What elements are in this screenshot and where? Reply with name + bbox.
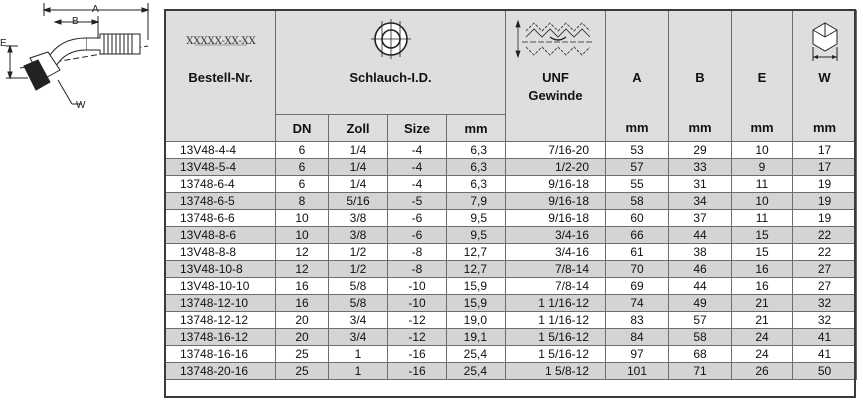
cell-a: 53 <box>606 142 669 159</box>
table-row <box>166 176 857 193</box>
col-e <box>732 11 793 115</box>
a-label: A <box>632 70 642 85</box>
cell-w: 50 <box>793 363 857 380</box>
cell-dn: 6 <box>276 142 329 159</box>
cell-zoll: 1/4 <box>329 142 388 159</box>
table-row <box>166 363 857 380</box>
cell-bestell-nr: 13V48-10-8 <box>166 261 276 278</box>
cell-mm: 9,5 <box>447 210 506 227</box>
cell-a: 97 <box>606 346 669 363</box>
cell-zoll: 1 <box>329 346 388 363</box>
table-row <box>166 295 857 312</box>
cell-a: 57 <box>606 159 669 176</box>
cell-bestell-nr: 13748-6-4 <box>166 176 276 193</box>
dim-w-label: W <box>76 100 86 111</box>
table-row <box>166 159 857 176</box>
cell-e: 15 <box>732 227 793 244</box>
cell-e: 24 <box>732 329 793 346</box>
cell-size: -4 <box>388 176 447 193</box>
cell-mm: 15,9 <box>447 295 506 312</box>
unf-label: UNF <box>542 70 569 85</box>
cell-a: 101 <box>606 363 669 380</box>
cell-bestell-nr: 13748-6-5 <box>166 193 276 210</box>
unit-w: mm <box>793 115 857 142</box>
cell-dn: 6 <box>276 159 329 176</box>
cell-zoll: 3/4 <box>329 312 388 329</box>
unit-bestell-nr <box>166 115 276 142</box>
cell-b: 44 <box>669 227 732 244</box>
table-body <box>166 142 857 380</box>
cell-size: -5 <box>388 193 447 210</box>
cell-mm: 25,4 <box>447 363 506 380</box>
cell-w: 19 <box>793 210 857 227</box>
cell-mm: 19,0 <box>447 312 506 329</box>
cell-b: 44 <box>669 278 732 295</box>
fitting-drawing <box>0 0 160 130</box>
b-label: B <box>695 70 705 85</box>
col-w <box>793 11 857 115</box>
cell-unf: 7/8-14 <box>506 278 606 295</box>
cell-unf: 9/16-18 <box>506 210 606 227</box>
unit-dn: DN <box>276 115 329 142</box>
cell-size: -16 <box>388 363 447 380</box>
dim-b-label: B <box>72 16 79 27</box>
cell-dn: 8 <box>276 193 329 210</box>
cell-bestell-nr: 13748-12-12 <box>166 312 276 329</box>
cell-dn: 6 <box>276 176 329 193</box>
cell-mm: 25,4 <box>447 346 506 363</box>
cell-e: 11 <box>732 176 793 193</box>
dim-a-label: A <box>92 4 99 15</box>
cell-b: 29 <box>669 142 732 159</box>
col-b <box>669 11 732 115</box>
cell-b: 49 <box>669 295 732 312</box>
cell-zoll: 5/8 <box>329 278 388 295</box>
cell-mm: 7,9 <box>447 193 506 210</box>
col-unf-gewinde <box>506 11 606 115</box>
cell-b: 57 <box>669 312 732 329</box>
cell-mm: 6,3 <box>447 159 506 176</box>
table-row <box>166 278 857 295</box>
cell-size: -12 <box>388 312 447 329</box>
cell-w: 17 <box>793 159 857 176</box>
cell-mm: 6,3 <box>447 142 506 159</box>
hose-id-icon <box>369 17 413 61</box>
cell-a: 58 <box>606 193 669 210</box>
cell-bestell-nr: 13V48-5-4 <box>166 159 276 176</box>
cell-bestell-nr: 13748-16-12 <box>166 329 276 346</box>
cell-size: -8 <box>388 244 447 261</box>
gewinde-label: Gewinde <box>528 88 583 103</box>
cell-unf: 1 1/16-12 <box>506 295 606 312</box>
cell-bestell-nr: 13748-12-10 <box>166 295 276 312</box>
unit-b: mm <box>669 115 732 142</box>
cell-size: -6 <box>388 210 447 227</box>
cell-w: 19 <box>793 176 857 193</box>
cell-zoll: 5/16 <box>329 193 388 210</box>
cell-e: 10 <box>732 193 793 210</box>
cell-w: 22 <box>793 227 857 244</box>
table-row <box>166 346 857 363</box>
cell-w: 32 <box>793 312 857 329</box>
cell-b: 38 <box>669 244 732 261</box>
cell-size: -8 <box>388 261 447 278</box>
cell-unf: 1 1/16-12 <box>506 312 606 329</box>
cell-e: 21 <box>732 295 793 312</box>
cell-bestell-nr: 13V48-8-6 <box>166 227 276 244</box>
cell-e: 21 <box>732 312 793 329</box>
cell-e: 9 <box>732 159 793 176</box>
cell-dn: 25 <box>276 363 329 380</box>
cell-bestell-nr: 13748-16-16 <box>166 346 276 363</box>
bestell-nr-label: Bestell-Nr. <box>188 70 253 85</box>
col-a <box>606 11 669 115</box>
cell-b: 31 <box>669 176 732 193</box>
col-schlauch-id <box>276 11 506 115</box>
cell-size: -6 <box>388 227 447 244</box>
cell-bestell-nr: 13748-20-16 <box>166 363 276 380</box>
cell-w: 27 <box>793 261 857 278</box>
cell-mm: 12,7 <box>447 261 506 278</box>
cell-size: -12 <box>388 329 447 346</box>
cell-e: 16 <box>732 278 793 295</box>
cell-mm: 6,3 <box>447 176 506 193</box>
cell-a: 70 <box>606 261 669 278</box>
cell-e: 11 <box>732 210 793 227</box>
cell-zoll: 1/2 <box>329 244 388 261</box>
dim-e-label: E <box>0 38 7 49</box>
w-label: W <box>818 70 831 85</box>
cell-a: 61 <box>606 244 669 261</box>
table-row <box>166 244 857 261</box>
cell-zoll: 1 <box>329 363 388 380</box>
units-row <box>166 115 857 142</box>
cell-size: -10 <box>388 278 447 295</box>
cell-e: 16 <box>732 261 793 278</box>
cell-dn: 12 <box>276 261 329 278</box>
schlauch-id-label: Schlauch-I.D. <box>349 70 432 85</box>
unit-e: mm <box>732 115 793 142</box>
unit-a: mm <box>606 115 669 142</box>
table-row <box>166 142 857 159</box>
cell-b: 33 <box>669 159 732 176</box>
svg-text:XXXXX-XX-XX: XXXXX-XX-XX <box>185 36 256 47</box>
cell-w: 32 <box>793 295 857 312</box>
cell-bestell-nr: 13V48-4-4 <box>166 142 276 159</box>
cell-a: 83 <box>606 312 669 329</box>
cell-bestell-nr: 13748-6-6 <box>166 210 276 227</box>
cell-mm: 9,5 <box>447 227 506 244</box>
cell-w: 41 <box>793 329 857 346</box>
cell-size: -10 <box>388 295 447 312</box>
cell-dn: 20 <box>276 329 329 346</box>
cell-a: 60 <box>606 210 669 227</box>
cell-mm: 12,7 <box>447 244 506 261</box>
cell-mm: 15,9 <box>447 278 506 295</box>
hex-nut-icon <box>808 19 842 63</box>
cell-unf: 1/2-20 <box>506 159 606 176</box>
cell-dn: 10 <box>276 210 329 227</box>
cell-dn: 16 <box>276 278 329 295</box>
cell-e: 24 <box>732 346 793 363</box>
cell-unf: 9/16-18 <box>506 176 606 193</box>
table-row <box>166 227 857 244</box>
cell-w: 41 <box>793 346 857 363</box>
cell-b: 58 <box>669 329 732 346</box>
cell-b: 37 <box>669 210 732 227</box>
cell-e: 15 <box>732 244 793 261</box>
col-bestell-nr <box>166 11 276 115</box>
table-row <box>166 210 857 227</box>
cell-dn: 12 <box>276 244 329 261</box>
cell-unf: 3/4-16 <box>506 227 606 244</box>
cell-bestell-nr: 13V48-8-8 <box>166 244 276 261</box>
table-row <box>166 193 857 210</box>
cell-unf: 7/8-14 <box>506 261 606 278</box>
cell-unf: 1 5/16-12 <box>506 346 606 363</box>
cell-dn: 10 <box>276 227 329 244</box>
unit-unf <box>506 115 606 142</box>
cell-zoll: 3/8 <box>329 210 388 227</box>
cell-zoll: 3/8 <box>329 227 388 244</box>
cell-unf: 7/16-20 <box>506 142 606 159</box>
cell-a: 74 <box>606 295 669 312</box>
thread-icon <box>514 17 598 61</box>
cell-mm: 19,1 <box>447 329 506 346</box>
table-row <box>166 329 857 346</box>
e-label: E <box>757 70 767 85</box>
cell-zoll: 1/4 <box>329 176 388 193</box>
cell-a: 66 <box>606 227 669 244</box>
cell-b: 71 <box>669 363 732 380</box>
cell-b: 34 <box>669 193 732 210</box>
cell-b: 46 <box>669 261 732 278</box>
cell-unf: 1 5/8-12 <box>506 363 606 380</box>
cell-size: -4 <box>388 159 447 176</box>
header-row <box>166 11 857 115</box>
cell-b: 68 <box>669 346 732 363</box>
cell-e: 26 <box>732 363 793 380</box>
cell-zoll: 1/4 <box>329 159 388 176</box>
part-code-icon <box>185 31 256 49</box>
cell-size: -4 <box>388 142 447 159</box>
unit-mm-id: mm <box>447 115 506 142</box>
cell-a: 55 <box>606 176 669 193</box>
cell-zoll: 5/8 <box>329 295 388 312</box>
cell-dn: 25 <box>276 346 329 363</box>
cell-unf: 9/16-18 <box>506 193 606 210</box>
cell-unf: 1 5/16-12 <box>506 329 606 346</box>
table-row <box>166 261 857 278</box>
unit-zoll: Zoll <box>329 115 388 142</box>
cell-zoll: 3/4 <box>329 329 388 346</box>
cell-w: 17 <box>793 142 857 159</box>
cell-size: -16 <box>388 346 447 363</box>
cell-unf: 3/4-16 <box>506 244 606 261</box>
cell-a: 69 <box>606 278 669 295</box>
cell-w: 19 <box>793 193 857 210</box>
cell-w: 22 <box>793 244 857 261</box>
cell-zoll: 1/2 <box>329 261 388 278</box>
cell-w: 27 <box>793 278 857 295</box>
unit-size: Size <box>388 115 447 142</box>
cell-dn: 16 <box>276 295 329 312</box>
cell-a: 84 <box>606 329 669 346</box>
cell-e: 10 <box>732 142 793 159</box>
table-row <box>166 312 857 329</box>
cell-dn: 20 <box>276 312 329 329</box>
fitting-spec-table <box>165 10 857 380</box>
cell-bestell-nr: 13V48-10-10 <box>166 278 276 295</box>
